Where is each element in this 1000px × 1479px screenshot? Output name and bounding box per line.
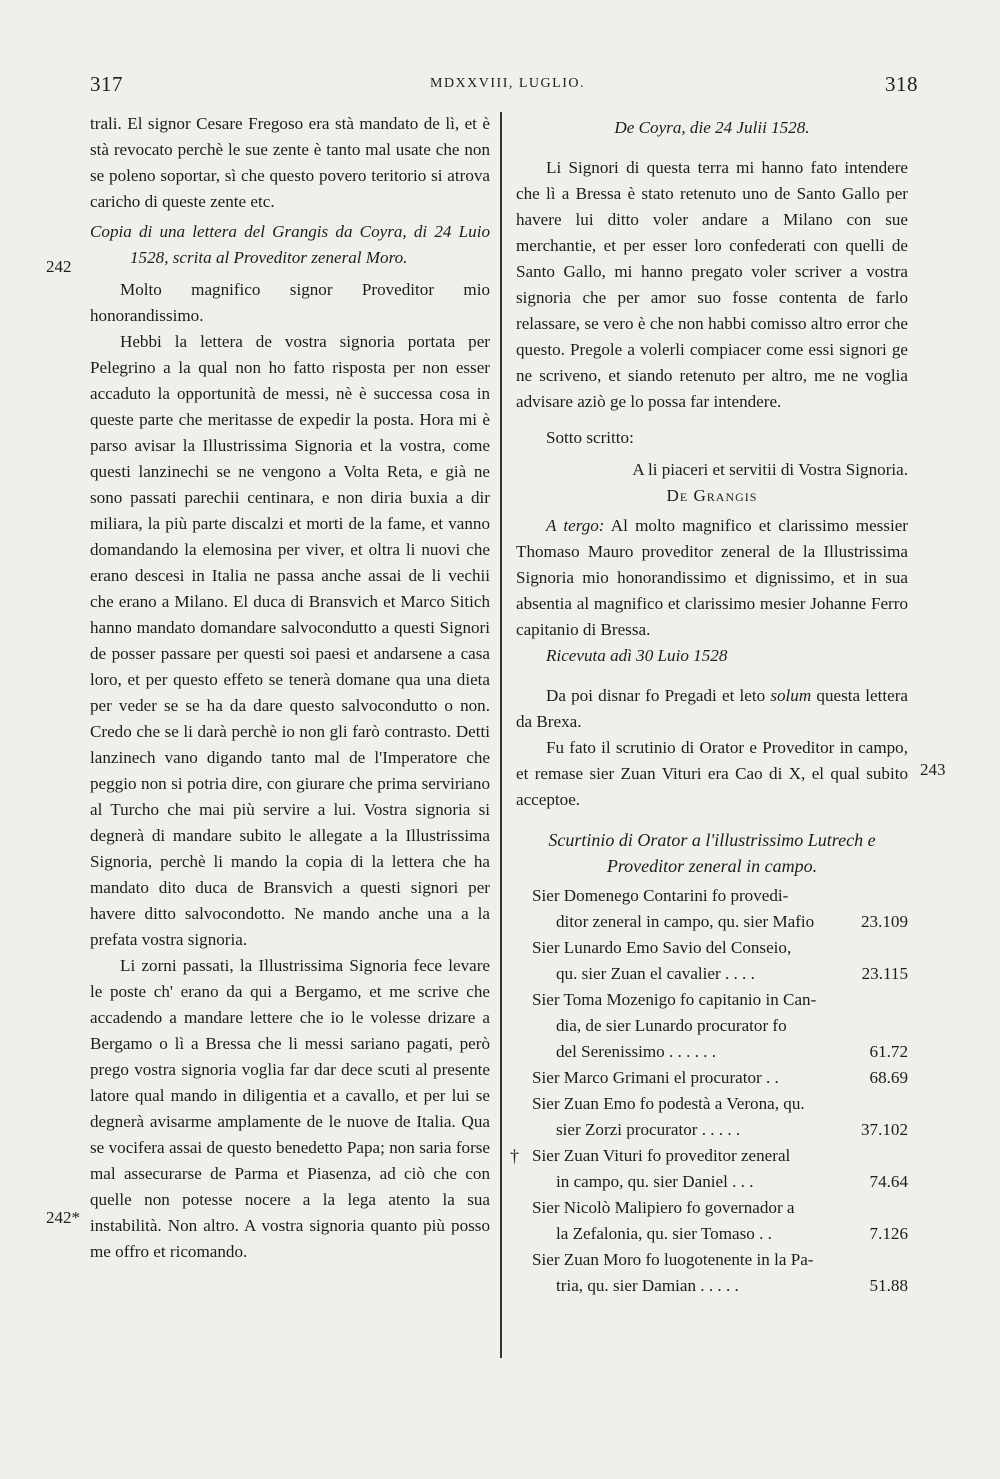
- pregadi-text-end: questa lettera da Brexa.: [516, 686, 908, 731]
- candidate-text: dia, de sier Lunardo procurator fo: [556, 1016, 787, 1035]
- candidate-entry: [516, 935, 908, 987]
- candidate-text: tria, qu. sier Damian . . . . .: [556, 1276, 739, 1295]
- candidate-entry: [510, 1143, 908, 1195]
- left-paragraph-2: Hebbi la lettera de vostra signoria portata per Pelegrino a la qual non ho fatto risposta per non esser accaduto la opportunità de messi, nè è successa cosa in queste parte che meritasse de expedir la posta. Hora mi è parso avisar la Illustrissima Signoria et la vostra, come questi lanzinechi se ne vengono a Volta Reta, e già ne sono passati parechii centinara, e non diria buxia a dir miliara, la più parte discalzi et morti de la fame, et vanno domandando la elemosina per viver, et oltra li nuovi che erano descesi in Italia ne passa anche assai de li vechii che erano a Milano. El duca di Bransvich et Marco Sitich hanno mandato domandare salvocondutto a questi Signori de posser passare per questi soi paesi et andarsene a casa loro, et per questo effeto se tenerà domane qua una dieta per veder se se ha da dare questo salvocondutto o non. Credo che se li darà perchè io non gli farò contrasto. Detti lanzinech vano digando tanto mal de l'Imperatore che peggio non si potria dire, con giurare che prima serviriano al Turcho che mai più servire a lui. Vostra signoria si degnerà di mandare subito le allegate a la Illustrissima Signoria, perchè li mando la copia di la lettera che ha mandato dito duca de Bransvich a questi signori per havere ditto salvocondotto. Ne mando anche una a la prefata vostra signoria.: [90, 332, 490, 949]
- tergo-text: Al molto magnifico et clarissimo messier Thomaso Mauro proveditor zeneral de la Illustrissima Signoria mio honorandissimo et dignissimo, et in sua absentia al magnifico et clarissimo mesier Johanne Ferro capitanio di Bressa.: [516, 516, 908, 639]
- right-paragraph-1: Li Signori di questa terra mi hanno fato intendere che lì a Bressa è stato retenuto uno de Santo Gallo per havere lui ditto voler andare a Milano con sue merchantie, et per esser loro confederati con quelli de Santo Gallo, mi hanno pregato voler scriver a vostra signoria che per amor suo fosse contenta de farlo relassare, se vero è che non habbi comisso altro error che questo. Pregole a volerli compiacer come essi signori ge ne scriveno, et siando retenuto per altro, me ne voglia advisare aziò ge lo possa far intendere.: [516, 158, 908, 411]
- ricevuta-line: Ricevuta adì 30 Luio 1528: [546, 646, 728, 665]
- candidate-text: Sier Toma Mozenigo fo capitanio in Can-: [532, 990, 817, 1009]
- running-title: MDXXVIII, LUGLIO.: [430, 76, 585, 91]
- dateline: De Coyra, die 24 Julii 1528.: [614, 118, 810, 137]
- right-paragraph-3: Fu fato il scrutinio di Orator e Proveditor in campo, et remase sier Zuan Vituri era Cao di X, el qual subito acceptoe.: [516, 738, 908, 809]
- left-paragraph-1: trali. El signor Cesare Fregoso era stà mandato de lì, et è stà revocato perchè le sue zente è tanto mal usate che non se poleno soportar, sì che questo povero teritorio si atrova caricho di queste zente etc.: [90, 114, 490, 211]
- candidate-text: ditor zeneral in campo, qu. sier Mafio: [556, 912, 815, 931]
- candidate-votes: 74.64: [869, 1172, 908, 1191]
- signature: De Grangis: [666, 486, 758, 505]
- candidate-entry: [516, 1195, 908, 1247]
- candidate-text: Sier Lunardo Emo Savio del Conseio,: [532, 938, 792, 957]
- column-divider: [500, 112, 502, 1358]
- candidate-entry: [516, 1247, 908, 1299]
- candidate-text: Sier Zuan Vituri fo proveditor zeneral: [532, 1146, 791, 1165]
- candidate-text: Sier Marco Grimani el procurator . .: [532, 1068, 779, 1087]
- page-header: [0, 72, 1000, 102]
- candidate-entry: [516, 1065, 908, 1091]
- tergo-label: A tergo:: [546, 516, 605, 535]
- candidate-text: Sier Nicolò Malipiero fo governador a: [532, 1198, 795, 1217]
- candidate-votes: 37.102: [860, 1120, 908, 1139]
- candidate-entry: [516, 987, 908, 1065]
- closing-formula: A li piaceri et servitii di Vostra Signoria.: [632, 460, 908, 479]
- elected-cross-icon: †: [510, 1146, 519, 1166]
- candidate-votes: 51.88: [869, 1276, 908, 1295]
- tergo-paragraph: [516, 513, 908, 643]
- letter-title: Copia di una lettera del Grangis da Coyra, di 24 Luio 1528, scrita al Proveditor zeneral Moro.: [90, 222, 490, 267]
- candidate-votes: 68.69: [869, 1068, 908, 1087]
- page-number-right: 318: [885, 72, 918, 96]
- candidate-text: sier Zorzi procurator . . . . .: [556, 1120, 741, 1139]
- left-column: [90, 111, 490, 1265]
- scrutinio-title: Scurtinio di Orator a l'illustrissimo Lutrech e Proveditor zeneral in campo.: [548, 830, 876, 876]
- candidate-text: Sier Domenego Contarini fo provedi-: [532, 886, 789, 905]
- margin-number-242: 242: [46, 257, 72, 276]
- page-number-left: 317: [90, 72, 123, 96]
- candidate-text: Sier Zuan Emo fo podestà a Verona, qu.: [532, 1094, 805, 1113]
- margin-number-243: 243: [920, 760, 946, 779]
- candidate-text: del Serenissimo . . . . . .: [556, 1042, 717, 1061]
- candidate-text: Sier Zuan Moro fo luogotenente in la Pa-: [532, 1250, 814, 1269]
- candidate-votes: 23.115: [861, 964, 908, 983]
- candidate-list: [510, 883, 908, 1299]
- candidate-votes: 7.126: [869, 1224, 908, 1243]
- candidate-votes: 61.72: [869, 1042, 908, 1061]
- candidate-entry: [516, 883, 908, 935]
- candidate-text: qu. sier Zuan el cavalier . . . .: [556, 964, 755, 983]
- candidate-text: in campo, qu. sier Daniel . . .: [556, 1172, 754, 1191]
- right-paragraph-2: [516, 683, 908, 735]
- right-column: [510, 111, 908, 1299]
- left-paragraph-3: Li zorni passati, la Illustrissima Signoria fece levare le poste ch' erano da qui a Bergamo, et me scrive che accadendo a mandare lettere che io le volesse drizare a Bergamo o lì a Bressa che li messi sariano pagati, però prego vostra signoria voglia far dar dece scuti al presente latore qual mando in diligentia et a cavallo, et per lui se degnerà avisarme amplamente de le nuove de Italia. Qua se vocifera assai de questo benedetto Papa; non saria forse mal assecurarse de Parma et Piasenza, ad ciò che con quelle non potesse nocere a la lega atento la sua instabilità. Non altro. A vostra signoria quanto più posso me offro et ricomando.: [90, 956, 490, 1261]
- sotto-scritto: Sotto scritto:: [546, 428, 634, 447]
- solum-word: solum: [770, 686, 812, 705]
- candidate-entry: [516, 1091, 908, 1143]
- candidate-votes: 23.109: [860, 912, 908, 931]
- letter-salutation: Molto magnifico signor Proveditor mio honorandissimo.: [90, 280, 490, 325]
- margin-number-242-star: 242*: [46, 1208, 80, 1227]
- pregadi-text: Da poi disnar fo Pregadi et leto: [546, 686, 766, 705]
- candidate-text: la Zefalonia, qu. sier Tomaso . .: [556, 1224, 772, 1243]
